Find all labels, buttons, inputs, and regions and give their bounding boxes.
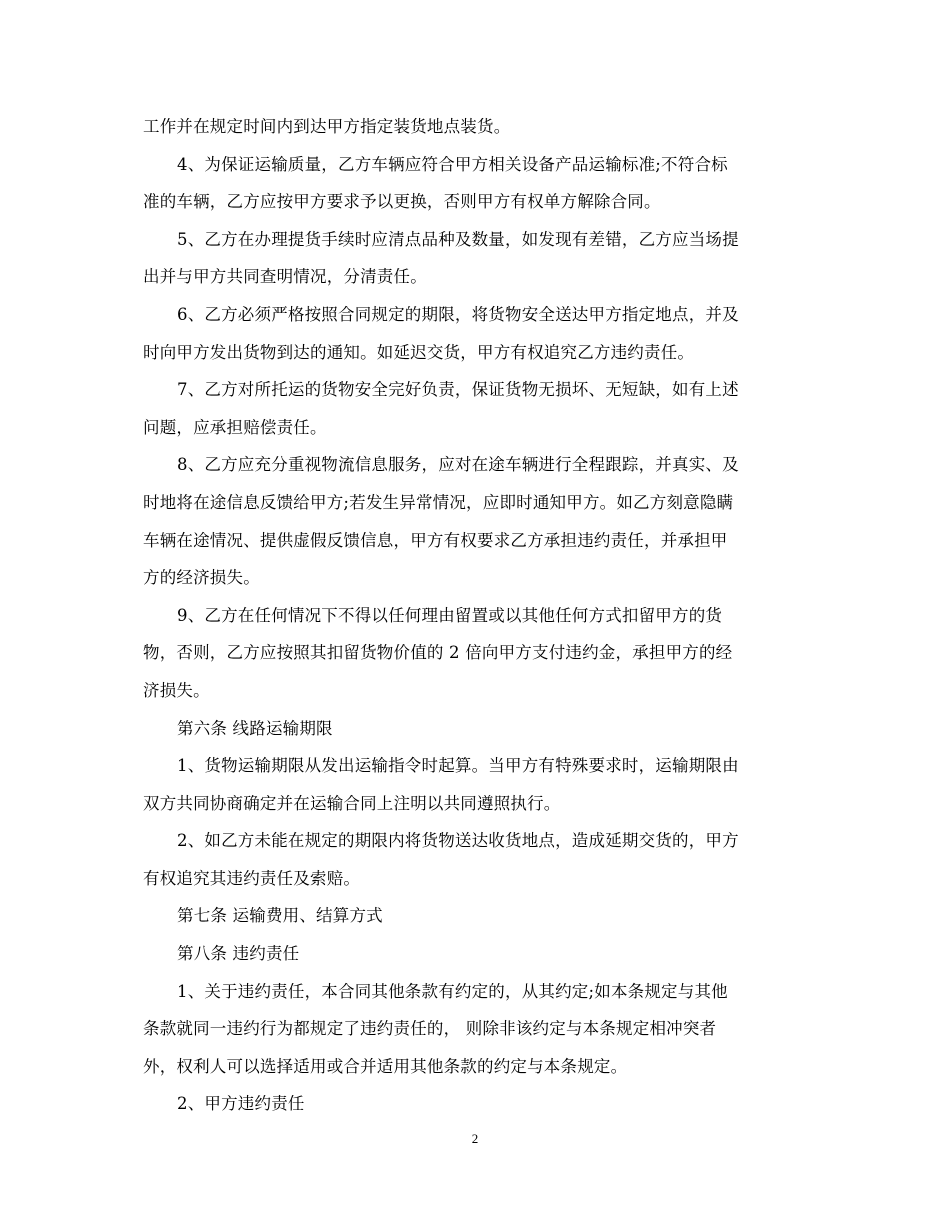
document-body (143, 108, 813, 1123)
text-line: 济损失。 (143, 680, 210, 700)
text-line: 条款就同一违约行为都规定了违约责任的， 则除非该约定与本条规定相冲突者 (143, 1019, 717, 1039)
text-line: 物，否则，乙方应按照其扣留货物价值的 2 倍向甲方支付违约金，承担甲方的经 (143, 643, 733, 663)
text-line: 1、货物运输期限从发出运输指令时起算。当甲方有特殊要求时，运输期限由 (177, 756, 739, 776)
text-line: 问题，应承担赔偿责任。 (143, 417, 327, 437)
text-line: 4、为保证运输质量，乙方车辆应符合甲方相关设备产品运输标准;不符合标 (177, 154, 728, 174)
text-line: 2、甲方违约责任 (177, 1094, 305, 1114)
text-line: 工作并在规定时间内到达甲方指定装货地点装货。 (143, 117, 511, 136)
text-line: 5、乙方在办理提货手续时应清点品种及数量，如发现有差错，乙方应当场提 (177, 229, 739, 249)
text-line: 双方共同协商确定并在运输合同上注明以共同遵照执行。 (143, 793, 561, 813)
text-line: 车辆在途情况、提供虚假反馈信息，甲方有权要求乙方承担违约责任，并承担甲 (143, 530, 728, 550)
text-line: 外，权利人可以选择适用或合并适用其他条款的约定与本条规定。 (143, 1056, 628, 1076)
text-line: 时地将在途信息反馈给甲方;若发生异常情况，应即时通知甲方。如乙方刻意隐瞒 (143, 492, 734, 512)
text-line: 9、乙方在任何情况下不得以任何理由留置或以其他任何方式扣留甲方的货 (177, 605, 723, 625)
text-line: 1、关于违约责任，本合同其他条款有约定的，从其约定;如本条规定与其他 (177, 981, 728, 1001)
page-number: 2 (471, 1131, 479, 1146)
text-line: 8、乙方应充分重视物流信息服务，应对在途车辆进行全程跟踪，并真实、及 (177, 455, 739, 475)
text-line: 准的车辆，乙方应按甲方要求予以更换，否则甲方有权单方解除合同。 (143, 192, 661, 212)
text-line: 方的经济损失。 (143, 568, 260, 588)
text-line: 出并与甲方共同查明情况，分清责任。 (143, 267, 427, 287)
text-line: 2、如乙方未能在规定的期限内将货物送达收货地点，造成延期交货的，甲方 (177, 831, 739, 851)
text-line: 第八条 违约责任 (177, 944, 300, 964)
text-line: 6、乙方必须严格按照合同规定的期限，将货物安全送达甲方指定地点，并及 (177, 304, 739, 324)
text-line: 时向甲方发出货物到达的通知。如延迟交货，甲方有权追究乙方违约责任。 (143, 342, 695, 362)
text-line: 7、乙方对所托运的货物安全完好负责，保证货物无损坏、无短缺，如有上述 (177, 380, 739, 400)
text-line: 第六条 线路运输期限 (177, 718, 333, 738)
text-line: 有权追究其违约责任及索赔。 (143, 868, 361, 888)
text-line: 第七条 运输费用、结算方式 (177, 906, 383, 926)
